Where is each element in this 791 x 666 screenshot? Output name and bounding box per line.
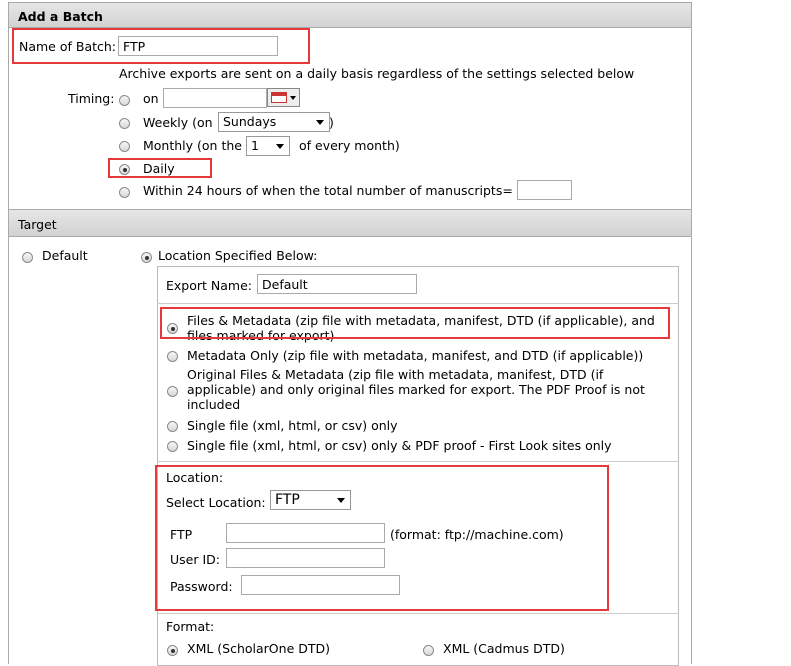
calendar-button[interactable] xyxy=(267,88,300,107)
userid-label: User ID: xyxy=(170,552,220,567)
manuscripts-count-input[interactable] xyxy=(517,180,572,200)
timing-monthly-radio[interactable] xyxy=(119,141,130,152)
divider xyxy=(157,303,679,304)
timing-on-radio[interactable] xyxy=(119,95,130,106)
timing-date-input[interactable] xyxy=(163,88,267,108)
select-location-label: Select Location: xyxy=(166,495,266,510)
daily-label: Daily xyxy=(143,161,175,176)
add-batch-title: Add a Batch xyxy=(18,9,103,24)
name-of-batch-input[interactable]: FTP xyxy=(118,36,278,56)
highlight-name-of-batch xyxy=(12,28,310,64)
option-single-file-pdf-radio[interactable] xyxy=(167,441,178,452)
option-original-files-label: Original Files & Metadata (zip file with metadata, manifest, DTD (if applicable) and only original files marked for export. The PDF Proof is not included xyxy=(187,367,645,412)
option-metadata-only-label: Metadata Only (zip file with metadata, manifest, and DTD (if applicable)) xyxy=(187,348,644,363)
monthly-prefix: Monthly (on the xyxy=(143,138,242,153)
monthly-suffix: of every month) xyxy=(299,138,400,153)
option-metadata-only-radio[interactable] xyxy=(167,351,178,362)
format-scholarone-label: XML (ScholarOne DTD) xyxy=(187,641,330,656)
export-name-input[interactable]: Default xyxy=(257,274,417,294)
chevron-down-icon xyxy=(276,144,284,149)
target-default-label: Default xyxy=(42,248,88,263)
monthly-day-value: 1 xyxy=(251,138,259,153)
name-of-batch-label: Name of Batch: xyxy=(19,39,117,54)
highlight-location xyxy=(155,465,609,611)
highlight-files-metadata xyxy=(160,307,670,339)
option-original-files-radio[interactable] xyxy=(167,386,178,397)
format-scholarone-radio[interactable] xyxy=(167,645,178,656)
timing-on-label: on xyxy=(143,91,159,106)
option-single-file-label: Single file (xml, html, or csv) only xyxy=(187,418,398,433)
weekly-day-value: Sundays xyxy=(223,114,277,129)
add-batch-header xyxy=(8,2,692,28)
calendar-chevron-down-icon xyxy=(290,96,296,100)
weekly-prefix: Weekly (on xyxy=(143,115,213,130)
target-header xyxy=(8,209,692,237)
select-location-value: FTP xyxy=(275,492,300,508)
highlight-daily xyxy=(108,158,212,178)
calendar-icon xyxy=(271,92,287,103)
location-label: Location: xyxy=(166,470,224,485)
export-name-label: Export Name: xyxy=(166,278,252,293)
format-label: Format: xyxy=(166,619,215,634)
ftp-label: FTP xyxy=(170,527,193,542)
within-label: Within 24 hours of when the total number of manuscripts= xyxy=(143,183,513,198)
weekly-day-select[interactable] xyxy=(218,112,330,132)
password-label: Password: xyxy=(170,579,233,594)
divider xyxy=(157,461,679,462)
timing-weekly-radio[interactable] xyxy=(119,118,130,129)
target-location-radio[interactable] xyxy=(141,252,152,263)
weekly-suffix: ) xyxy=(329,115,334,130)
timing-within-radio[interactable] xyxy=(119,187,130,198)
target-location-label: Location Specified Below: xyxy=(158,248,318,263)
archive-note: Archive exports are sent on a daily basis regardless of the settings selected below xyxy=(119,66,635,81)
monthly-day-select[interactable] xyxy=(246,136,290,156)
divider xyxy=(157,613,679,614)
option-single-file-pdf-label: Single file (xml, html, or csv) only & PDF proof - First Look sites only xyxy=(187,438,612,453)
format-cadmus-radio[interactable] xyxy=(423,645,434,656)
ftp-format-hint: (format: ftp://machine.com) xyxy=(390,527,564,542)
format-cadmus-label: XML (Cadmus DTD) xyxy=(443,641,565,656)
option-single-file-radio[interactable] xyxy=(167,421,178,432)
timing-label: Timing: xyxy=(68,91,115,106)
option-files-metadata-label: Files & Metadata (zip file with metadata, manifest, DTD (if applicable), and files marked for export) xyxy=(187,313,655,343)
target-default-radio[interactable] xyxy=(22,252,33,263)
target-title: Target xyxy=(18,217,57,232)
chevron-down-icon xyxy=(316,120,324,125)
